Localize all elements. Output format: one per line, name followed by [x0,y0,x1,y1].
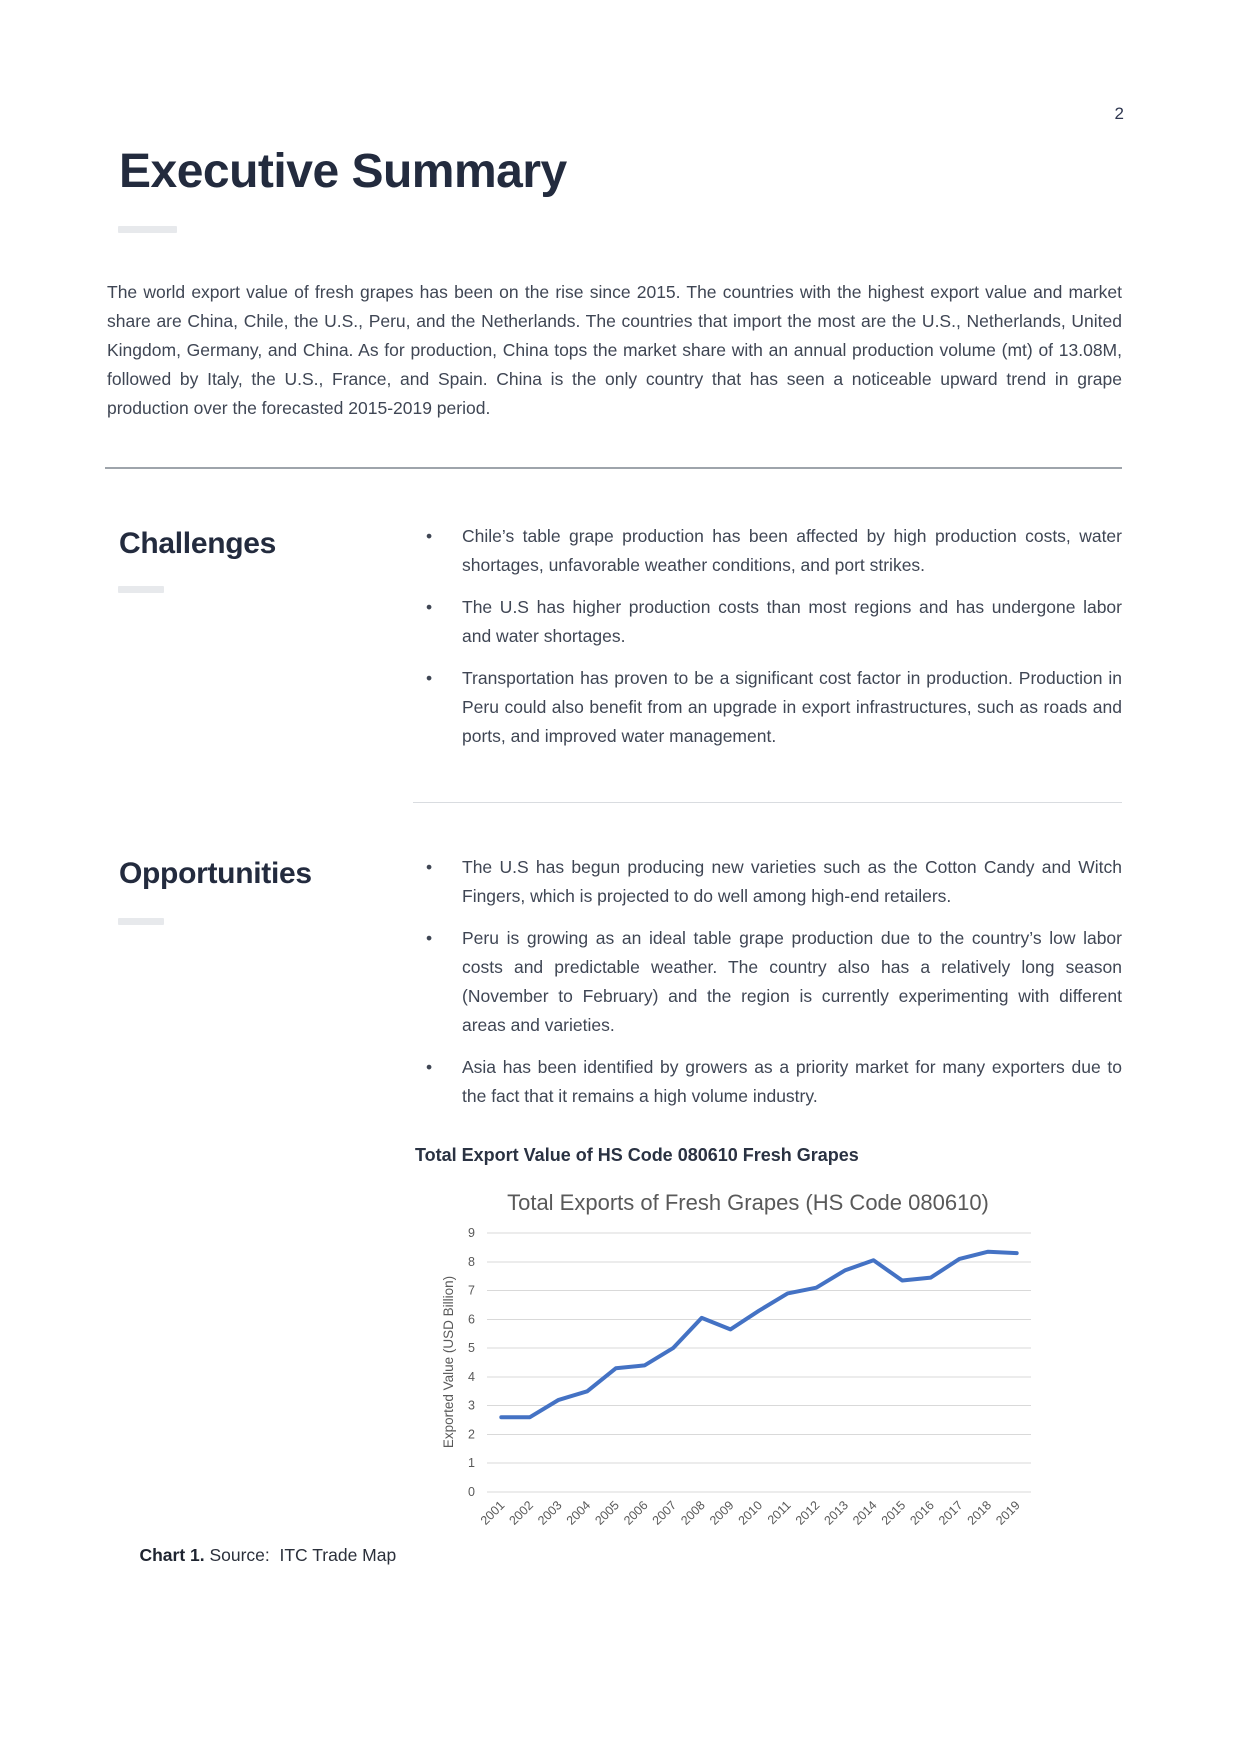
x-tick-label: 2018 [964,1498,995,1528]
x-tick-label: 2009 [706,1498,737,1528]
x-tick-label: 2001 [477,1498,508,1528]
intro-paragraph: The world export value of fresh grapes has been on the rise since 2015. The countries with the highest export value and market share are China, Chile, the U.S., Peru, and the Netherlands. The countries that import the most are the U.S., Netherlands, United Kingdom, Germany, and China. As for production, China tops the market share with an annual production volume (mt) of 13.08M, followed by Italy, the U.S., France, and Spain. China is the only country that has seen a noticeable upward trend in grape production over the forecasted 2015-2019 period. [107,282,1122,418]
y-tick-label: 8 [468,1254,475,1269]
bullet-item: • The U.S has begun producing new varieties such as the Cotton Candy and Witch Fingers, which is projected to do well among high-end retailers. [413,853,1122,911]
y-tick-label: 7 [468,1283,475,1298]
y-tick-label: 5 [468,1341,475,1356]
y-tick-label: 4 [468,1369,475,1384]
y-tick-label: 2 [468,1427,475,1442]
x-tick-label: 2012 [792,1498,823,1528]
challenges-bullet-list [413,522,1122,751]
y-axis-label: Exported Value (USD Billion) [441,1275,456,1449]
x-tick-label: 2008 [678,1498,708,1528]
opportunities-heading: Opportunities [119,857,312,890]
challenges-heading: Challenges [119,527,277,560]
bullet-item: • Chile’s table grape production has been affected by high production costs, water shortages, unfavorable weather conditions, and port strikes. [413,522,1122,580]
x-tick-label: 2010 [735,1498,766,1528]
exports-data-line [501,1252,1016,1418]
title-accent-dash [118,226,177,233]
page-number: 2 [1114,104,1124,123]
y-tick-label: 6 [468,1312,475,1327]
y-tick-label: 3 [468,1398,475,1413]
y-tick-label: 9 [468,1226,475,1240]
y-tick-label: 1 [468,1456,475,1471]
x-tick-label: 2003 [535,1498,565,1528]
caption-label: Chart 1. [139,1545,205,1565]
section-divider-top [105,467,1122,469]
y-tick-label: 0 [468,1485,475,1499]
x-tick-label: 2007 [649,1498,680,1528]
exports-line-chart [430,1180,1070,1555]
chart-caption [120,1524,396,1587]
challenges-accent-dash [118,586,164,593]
page-title: Executive Summary [119,145,567,198]
x-tick-label: 2005 [592,1498,622,1528]
exports-line-chart-container [430,1180,1070,1555]
x-tick-label: 2019 [993,1498,1023,1528]
opportunities-bullet-list [413,853,1122,1111]
bullet-item: • The U.S has higher production costs than most regions and has undergone labor and water shortages. [413,593,1122,651]
bullet-item: • Peru is growing as an ideal table grape production due to the country’s low labor costs and predictable weather. The country also has a relatively long season (November to February) and the region is currently experimenting with different areas and varieties. [413,924,1122,1040]
x-tick-label: 2014 [850,1498,880,1528]
x-tick-label: 2016 [907,1498,937,1528]
x-tick-label: 2011 [764,1498,794,1528]
x-tick-label: 2004 [563,1498,594,1528]
chart-section-heading: Total Export Value of HS Code 080610 Fresh Grapes [415,1145,859,1165]
section-divider-middle [413,802,1122,803]
x-tick-label: 2015 [878,1498,909,1528]
chart-title: Total Exports of Fresh Grapes (HS Code 080610) [507,1190,989,1215]
x-tick-label: 2002 [506,1498,537,1528]
x-tick-label: 2017 [935,1498,966,1528]
opportunities-accent-dash [118,918,164,925]
x-tick-label: 2013 [821,1498,852,1528]
bullet-item: • Asia has been identified by growers as a priority market for many exporters due to the fact that it remains a high volume industry. [413,1053,1122,1111]
caption-source: Source: ITC Trade Map [204,1545,397,1565]
x-tick-label: 2006 [621,1498,651,1528]
bullet-item: • Transportation has proven to be a significant cost factor in production. Production in Peru could also benefit from an upgrade in export infrastructures, such as roads and ports, and improved water management. [413,664,1122,751]
